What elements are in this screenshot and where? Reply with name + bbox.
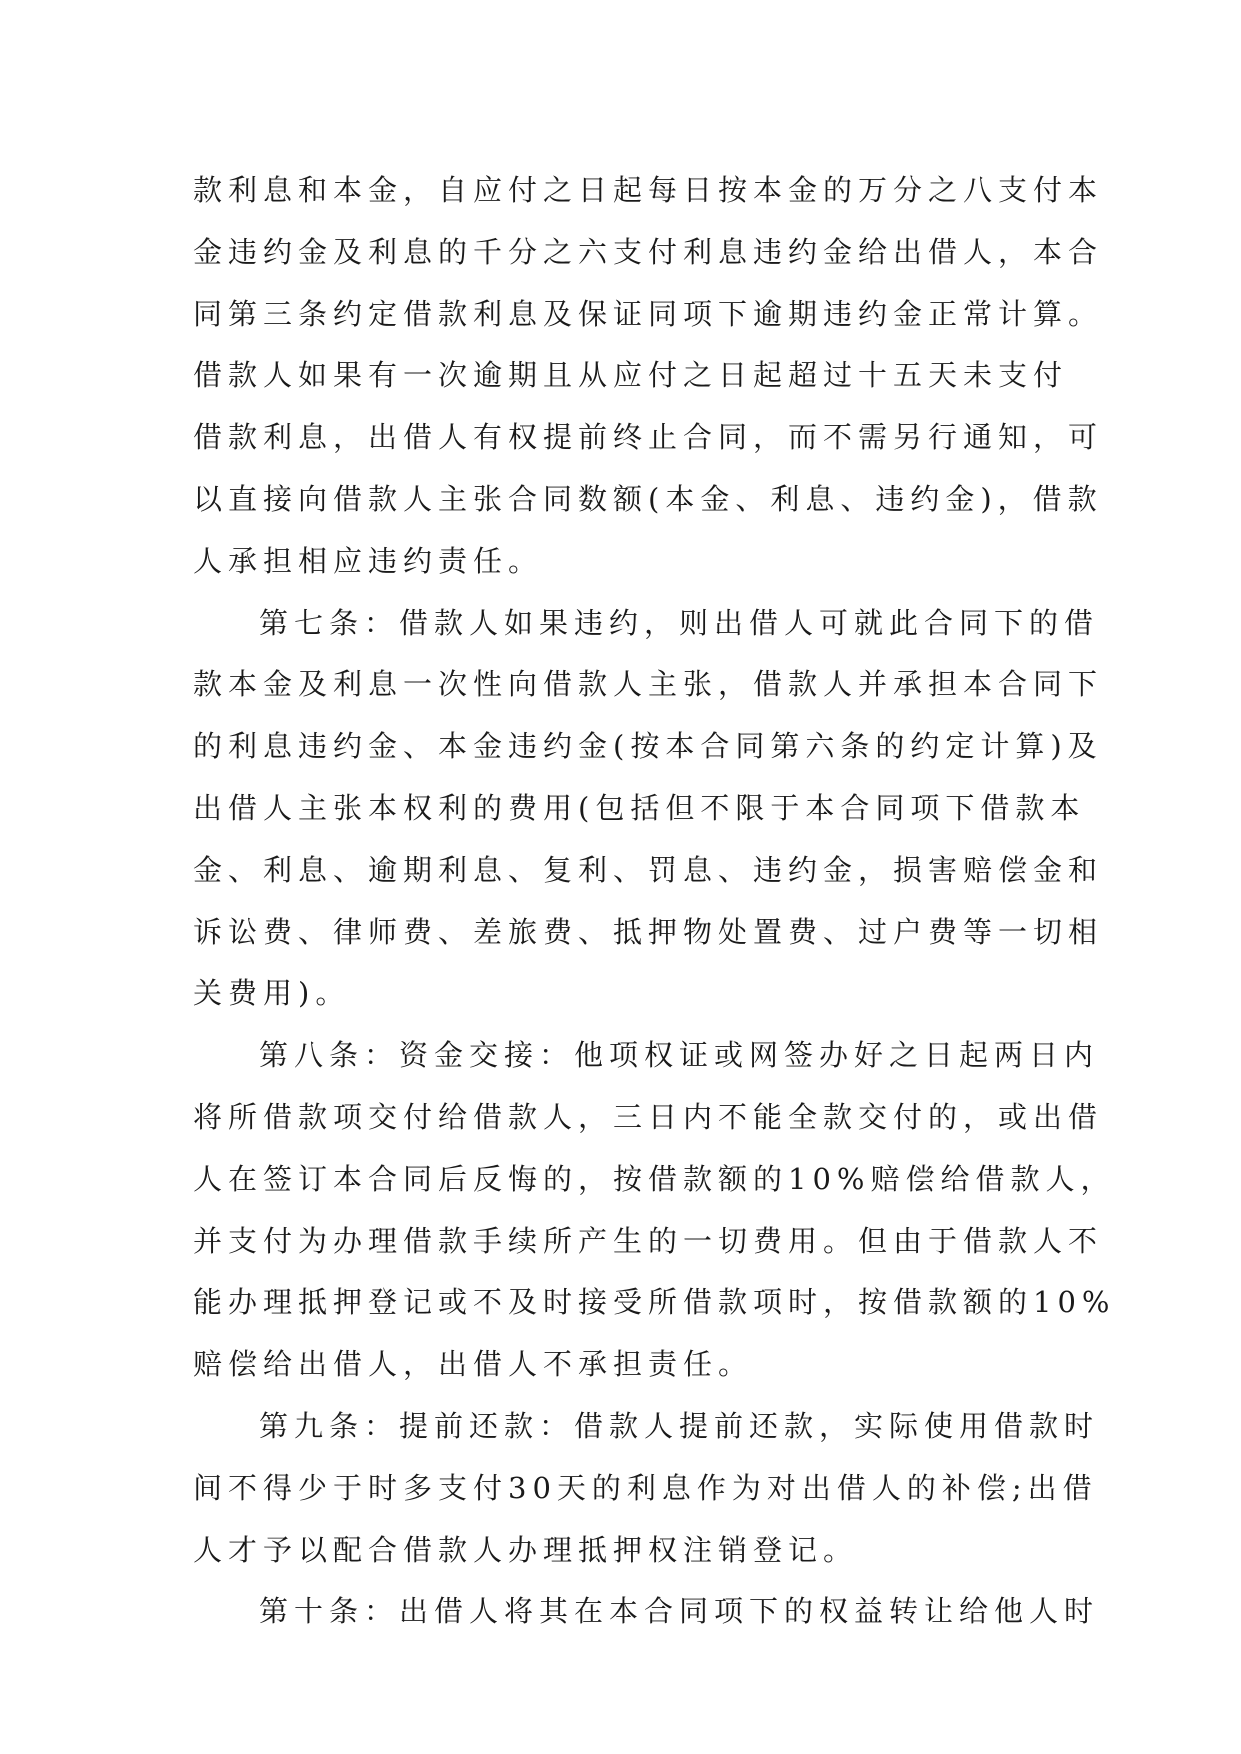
text-line: 诉讼费、律师费、差旅费、抵押物处置费、过户费等一切相 [193, 914, 1104, 949]
text-line: 人在签订本合同后反悔的，按借款额的10%赔偿给借款人， [193, 1161, 1116, 1196]
text-line: 第八条：资金交接：他项权证或网签办好之日起两日内 [259, 1038, 1100, 1073]
text-line: 款利息和本金，自应付之日起每日按本金的万分之八支付本 [193, 173, 1104, 207]
contract-body-text [193, 160, 1116, 1643]
text-line: 款本金及利息一次性向借款人主张，借款人并承担本合同下 [193, 667, 1104, 702]
text-line: 关费用)。 [193, 976, 351, 1011]
text-line: 第七条：借款人如果违约，则出借人可就此合同下的借 [259, 605, 1100, 640]
text-line: 并支付为办理借款手续所产生的一切费用。但由于借款人不 [193, 1223, 1104, 1258]
text-line: 的利息违约金、本金违约金(按本合同第六条的约定计算)及 [193, 729, 1103, 764]
text-line: 人承担相应违约责任。 [193, 543, 544, 578]
text-line: 同第三条约定借款利息及保证同项下逾期违约金正常计算。 [193, 296, 1104, 331]
text-line: 赔偿给出借人，出借人不承担责任。 [193, 1347, 754, 1382]
text-line: 第十条：出借人将其在本合同项下的权益转让给他人时 [259, 1594, 1100, 1629]
text-line: 借款人如果有一次逾期且从应付之日起超过十五天未支付 [193, 358, 1069, 393]
text-line: 人才予以配合借款人办理抵押权注销登记。 [193, 1532, 859, 1567]
text-line: 将所借款项交付给借款人，三日内不能全款交付的，或出借 [193, 1099, 1104, 1134]
text-line: 金违约金及利息的千分之六支付利息违约金给出借人，本合 [193, 234, 1104, 269]
text-line: 以直接向借款人主张合同数额(本金、利息、违约金)，借款 [193, 481, 1103, 516]
text-line: 能办理抵押登记或不及时接受所借款项时，按借款额的10% [193, 1285, 1116, 1320]
text-line: 金、利息、逾期利息、复利、罚息、违约金，损害赔偿金和 [193, 852, 1104, 887]
text-line: 间不得少于时多支付30天的利息作为对出借人的补偿;出借 [193, 1470, 1098, 1505]
text-line: 第九条：提前还款：借款人提前还款，实际使用借款时 [259, 1408, 1100, 1443]
text-line: 出借人主张本权利的费用(包括但不限于本合同项下借款本 [193, 790, 1086, 825]
text-line: 借款利息，出借人有权提前终止合同，而不需另行通知，可 [193, 420, 1104, 455]
